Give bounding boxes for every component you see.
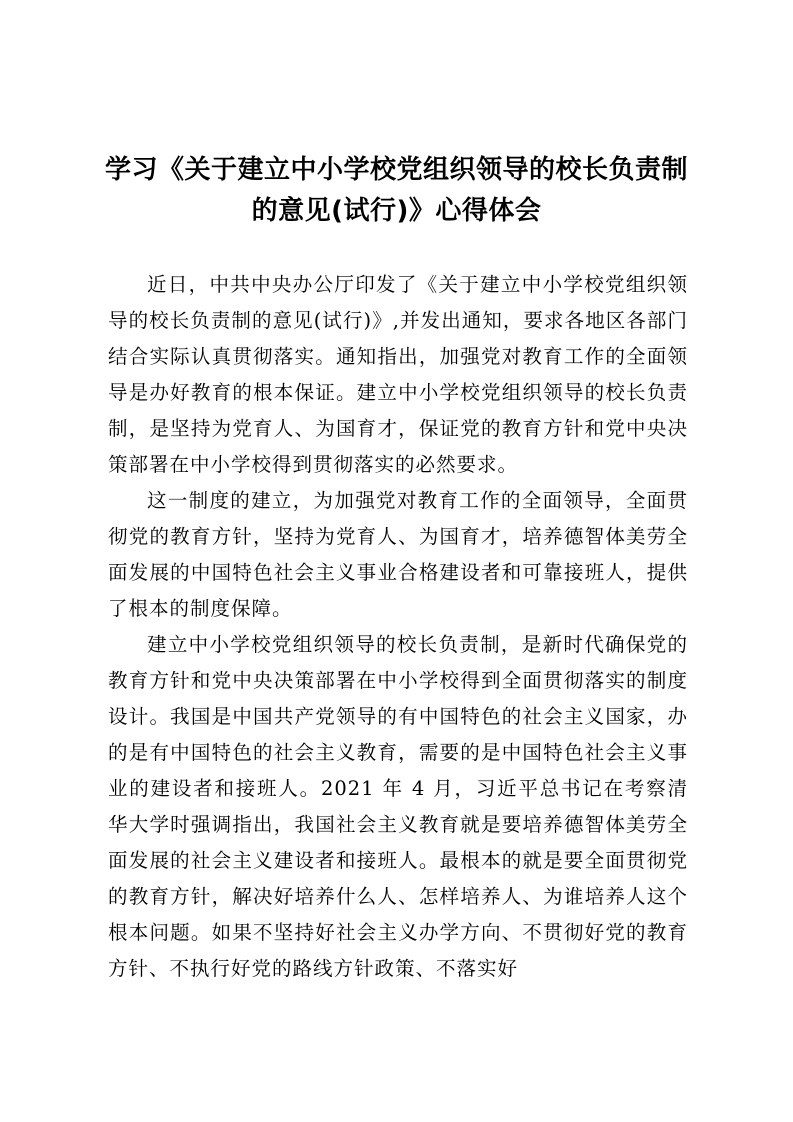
title-line-1: 学习《关于建立中小学校党组织领导的校长负责制 [104, 155, 688, 185]
document-body [108, 267, 688, 987]
paragraph-3: 建立中小学校党组织领导的校长负责制，是新时代确保党的教育方针和党中央决策部署在中小学校得到全面贯彻落实的制度设计。我国是中国共产党领导的有中国特色的社会主义国家，办的是有中国特色的社会主义教育，需要的是中国特色社会主义事业的建设者和接班人。2021 年 4 月，习近平总书记在考察清华大学时强调指出，我国社会主义教育就是要培养德智体美劳全面发展的社会主义建设者和接班人。最根本的就是要全面贯彻党的教育方针，解决好培养什么人、怎样培养人、为谁培养人这个根本问题。如果不坚持好社会主义办学方向、不贯彻好党的教育方针、不执行好党的路线方针政策、不落实好 [108, 633, 688, 980]
paragraph-2: 这一制度的建立，为加强党对教育工作的全面领导，全面贯彻党的教育方针，坚持为党育人、为国育才，培养德智体美劳全面发展的中国特色社会主义事业合格建设者和可靠接班人，提供了根本的制度保障。 [108, 489, 688, 620]
page-title [80, 150, 713, 232]
paragraph-1: 近日，中共中央办公厅印发了《关于建立中小学校党组织领导的校长负责制的意见(试行)》,并发出通知，要求各地区各部门结合实际认真贯彻落实。通知指出，加强党对教育工作的全面领导是办好教育的根本保证。建立中小学校党组织领导的校长负责制，是坚持为党育人、为国育才，保证党的教育方针和党中央决策部署在中小学校得到贯彻落实的必然要求。 [108, 273, 688, 476]
title-line-2: 的意见(试行)》心得体会 [251, 196, 542, 226]
